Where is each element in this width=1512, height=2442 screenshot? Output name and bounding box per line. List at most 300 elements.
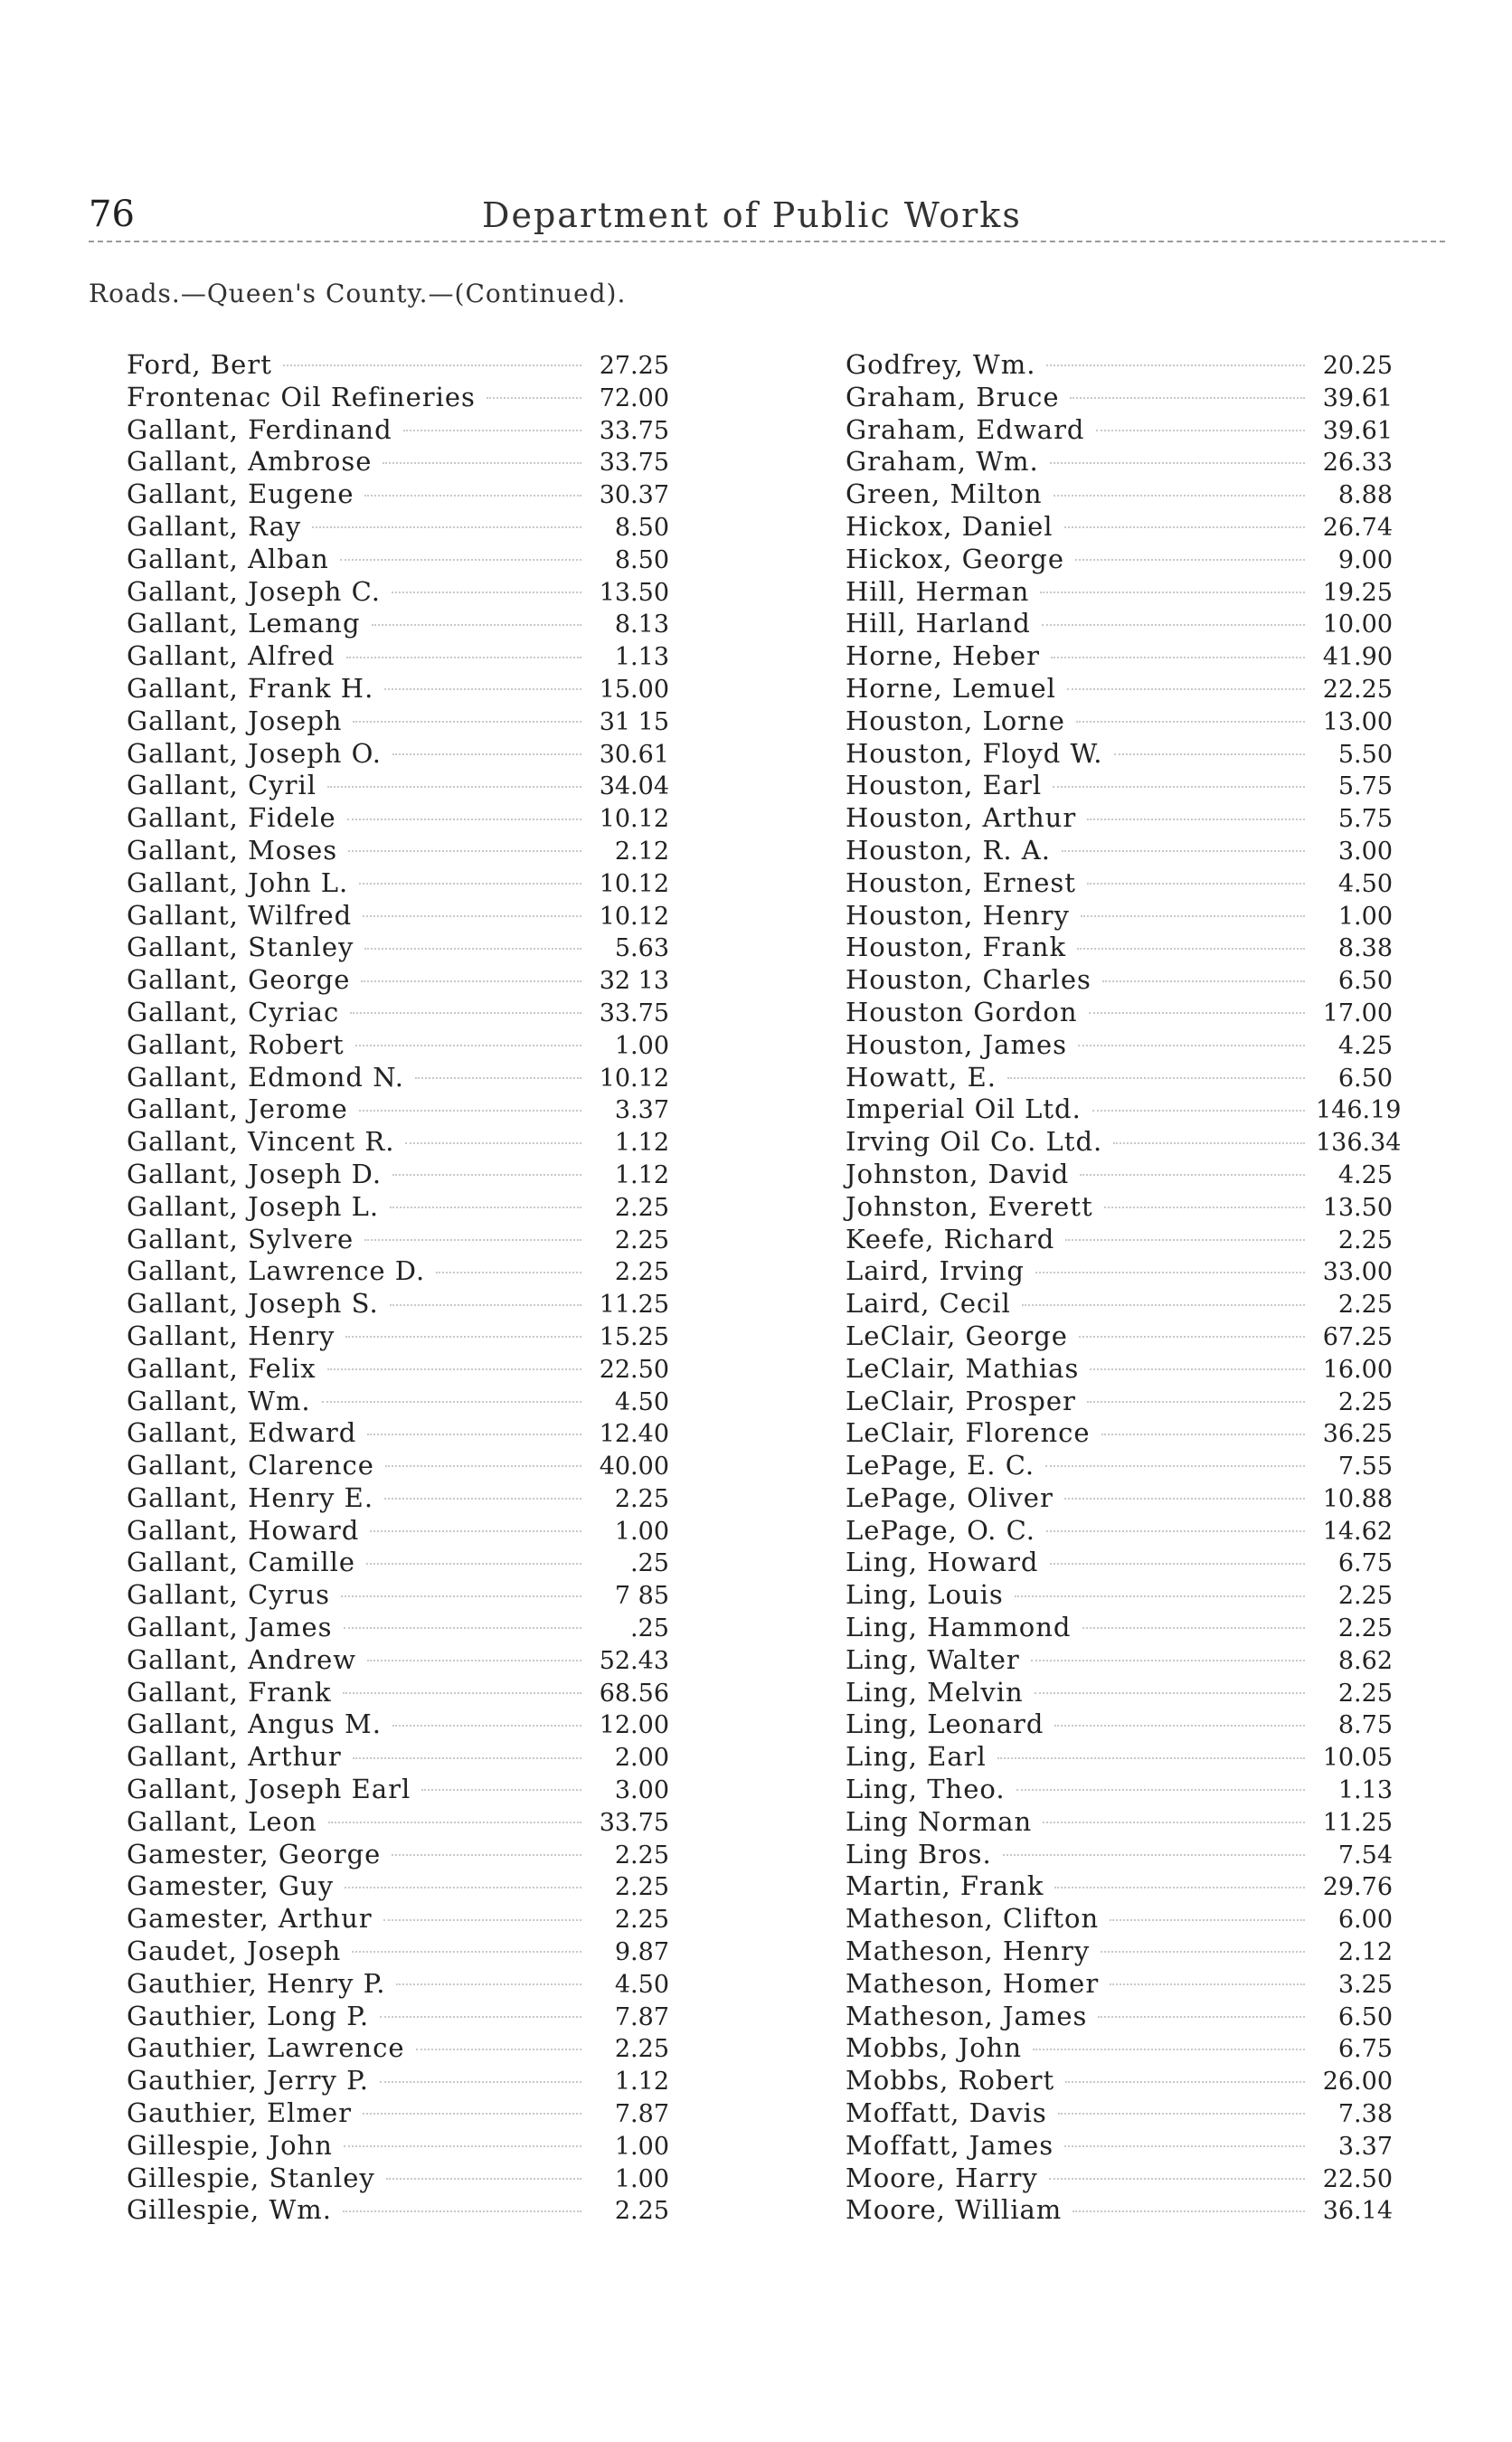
list-item — [127, 2163, 669, 2195]
list-item — [846, 1288, 1393, 1320]
dot-leader — [1114, 752, 1305, 755]
dot-leader — [1058, 2112, 1305, 2115]
payment-amount: 13.50 — [599, 578, 669, 607]
list-item — [127, 867, 669, 900]
list-item — [127, 1774, 669, 1806]
payment-amount: 12.00 — [599, 1711, 669, 1740]
list-item — [127, 900, 669, 932]
payment-amount: 12.40 — [599, 1420, 669, 1449]
payee-name: Gallant, Cyril — [127, 770, 317, 801]
list-item — [846, 1677, 1393, 1709]
payee-name: Gallant, Alfred — [127, 640, 335, 672]
dot-leader — [347, 818, 581, 820]
list-item — [846, 1191, 1393, 1224]
list-item — [127, 446, 669, 478]
dot-leader — [1065, 2080, 1305, 2083]
payment-amount: 36.25 — [1322, 1420, 1393, 1449]
list-item — [127, 1579, 669, 1612]
dot-leader — [392, 1724, 581, 1727]
payment-amount: 27.25 — [599, 352, 669, 380]
payee-name: LePage, Oliver — [846, 1481, 1054, 1513]
payee-name: LeClair, Florence — [846, 1417, 1091, 1449]
dot-leader — [1089, 1011, 1305, 1014]
payment-amount: 52.43 — [599, 1646, 669, 1675]
payee-name: Houston, James — [846, 1028, 1067, 1060]
payment-amount: 22.50 — [599, 1355, 669, 1384]
page-header — [89, 188, 1445, 242]
dot-leader — [322, 1400, 581, 1403]
payment-amount: 33.00 — [1322, 1258, 1393, 1287]
payment-amount: 34.04 — [599, 772, 669, 801]
payee-name: Gallant, Andrew — [127, 1643, 357, 1675]
payee-name: Gallant, Robert — [127, 1028, 345, 1060]
list-item — [846, 2097, 1393, 2130]
dot-leader — [1016, 1788, 1305, 1791]
payee-name: Houston, Ernest — [846, 866, 1076, 898]
payee-name: Gillespie, John — [127, 2129, 333, 2161]
list-item — [846, 1417, 1393, 1450]
payee-name: Houston, Lorne — [846, 705, 1065, 736]
list-item — [846, 544, 1393, 576]
payment-amount: 33.75 — [599, 416, 669, 445]
dot-leader — [1035, 1691, 1305, 1694]
payee-name: Godfrey, Wm. — [846, 349, 1036, 380]
list-item — [846, 867, 1393, 900]
list-item — [846, 2130, 1393, 2163]
payment-amount: 3.25 — [1337, 1970, 1393, 1999]
list-item — [846, 1708, 1393, 1741]
payee-name: Gallant, Henry — [127, 1320, 335, 1351]
list-item — [127, 1224, 669, 1256]
list-item — [127, 1062, 669, 1094]
payment-amount: 10.05 — [1322, 1744, 1393, 1773]
dot-leader — [1064, 525, 1305, 528]
payee-name: Matheson, Henry — [846, 1936, 1091, 1967]
dot-leader — [1078, 1044, 1305, 1046]
payment-amount: 1.12 — [614, 1160, 669, 1189]
payee-name: Ling, Earl — [846, 1741, 987, 1773]
payment-amount: 1.12 — [614, 1129, 669, 1158]
list-item — [846, 997, 1393, 1029]
dot-leader — [327, 1368, 581, 1370]
list-item — [846, 835, 1393, 867]
payee-name: Gauthier, Lawrence — [127, 2032, 405, 2064]
dot-leader — [1073, 2210, 1305, 2212]
dot-leader — [1054, 1724, 1305, 1727]
list-item — [127, 1903, 669, 1936]
payment-amount: 3.00 — [1337, 837, 1393, 866]
list-item — [846, 1968, 1393, 2001]
payee-name: Gallant, Stanley — [127, 932, 354, 963]
list-item — [846, 1093, 1402, 1126]
payment-amount: 2.25 — [1337, 1387, 1393, 1416]
list-item — [127, 576, 669, 609]
payee-name: Moffatt, Davis — [846, 2097, 1047, 2129]
dot-leader — [1053, 785, 1305, 788]
payment-amount: 1.00 — [614, 1031, 669, 1060]
payment-amount: 32 13 — [599, 967, 669, 996]
payment-amount: 14.62 — [1322, 1517, 1393, 1546]
payee-name: Keefe, Richard — [846, 1223, 1055, 1254]
payment-amount: 1.00 — [614, 1517, 669, 1546]
payment-amount: 19.25 — [1322, 578, 1393, 607]
list-item — [846, 2194, 1393, 2227]
dot-leader — [1104, 1206, 1305, 1208]
payee-name: Gamester, Guy — [127, 1870, 335, 1902]
payee-name: Gauthier, Henry P. — [127, 1967, 386, 1999]
payee-name: Gauthier, Jerry P. — [127, 2065, 369, 2097]
dot-leader — [1082, 1626, 1306, 1629]
payment-amount: 9.87 — [614, 1938, 669, 1967]
payee-name: Gallant, Alban — [127, 543, 329, 574]
list-item — [127, 1547, 669, 1579]
list-item — [846, 1159, 1393, 1191]
payee-name: Gallant, James — [127, 1612, 333, 1643]
dot-leader — [1051, 656, 1305, 658]
payment-amount: 1.00 — [614, 2164, 669, 2193]
payment-amount: 31 15 — [599, 707, 669, 736]
payment-amount: 39.61 — [1322, 383, 1393, 412]
right-column — [846, 349, 1402, 2227]
dot-leader — [1015, 1595, 1305, 1597]
payee-name: Hill, Harland — [846, 608, 1031, 639]
list-item — [127, 2001, 669, 2033]
payee-name: Gallant, Joseph Earl — [127, 1774, 411, 1805]
payee-name: LePage, E. C. — [846, 1450, 1035, 1481]
payment-amount: 2.25 — [614, 1258, 669, 1287]
payee-name: Houston, Earl — [846, 770, 1043, 801]
list-item — [846, 1515, 1393, 1548]
payment-amount: 11.25 — [1322, 1808, 1393, 1837]
dot-leader — [487, 396, 581, 399]
list-item — [127, 2065, 669, 2097]
dot-leader — [1042, 623, 1305, 626]
payment-amount: 15.00 — [599, 675, 669, 704]
payment-amount: 7.54 — [1337, 1841, 1393, 1869]
list-item — [127, 1870, 669, 1903]
dot-leader — [345, 1335, 581, 1338]
payee-name: Howatt, E. — [846, 1061, 997, 1093]
dot-leader — [1003, 1853, 1305, 1856]
payment-amount: 10.12 — [599, 805, 669, 834]
dot-leader — [1075, 558, 1305, 561]
payment-amount: 3.37 — [614, 1096, 669, 1125]
payee-name: Gallant, Edmond N. — [127, 1061, 404, 1093]
dot-leader — [384, 687, 581, 690]
dot-leader — [1054, 494, 1305, 497]
payee-name: Matheson, James — [846, 2000, 1088, 2031]
payment-amount: 8.88 — [1337, 481, 1393, 510]
payee-name: Ling Bros. — [846, 1838, 992, 1869]
list-item — [846, 1839, 1393, 1871]
dot-leader — [1045, 1464, 1305, 1467]
list-item — [127, 738, 669, 771]
list-item — [846, 1644, 1393, 1677]
payee-name: Ling, Theo. — [846, 1774, 1006, 1805]
payee-name: Gallant, Joseph L. — [127, 1190, 380, 1222]
payment-amount: 3.00 — [614, 1776, 669, 1805]
dot-leader — [367, 1433, 581, 1435]
payee-name: Green, Milton — [846, 478, 1043, 510]
payee-name: LeClair, George — [846, 1320, 1068, 1351]
payment-amount: 3.37 — [1337, 2132, 1393, 2161]
list-item — [127, 1288, 669, 1320]
payee-name: Horne, Heber — [846, 640, 1040, 672]
payee-name: Frontenac Oil Refineries — [127, 381, 476, 412]
payee-name: Gallant, Frank — [127, 1676, 332, 1708]
payee-name: LeClair, Mathias — [846, 1352, 1080, 1384]
payment-amount: 33.75 — [599, 999, 669, 1027]
dot-leader — [392, 1173, 581, 1176]
page-title: Department of Public Works — [482, 195, 1022, 235]
payee-name: Houston, R. A. — [846, 834, 1051, 866]
payee-name: Gallant, Cyrus — [127, 1579, 331, 1611]
payment-amount: 2.12 — [1337, 1938, 1393, 1967]
payment-amount: 2.25 — [614, 1193, 669, 1222]
list-item — [127, 1482, 669, 1515]
payee-name: Ford, Bert — [127, 349, 272, 380]
payment-amount: 8.62 — [1337, 1646, 1393, 1675]
payment-amount: 2.25 — [614, 1226, 669, 1254]
payment-amount: 136.34 — [1316, 1129, 1402, 1158]
dot-leader — [421, 1788, 581, 1791]
list-item — [846, 1029, 1393, 1062]
payment-amount: 1.13 — [1337, 1776, 1393, 1805]
dot-leader — [392, 591, 581, 593]
payment-amount: 5.50 — [1337, 740, 1393, 769]
payment-amount: 8.38 — [1337, 934, 1393, 963]
list-item — [846, 2001, 1393, 2033]
list-item — [127, 1644, 669, 1677]
payee-name: Hickox, George — [846, 543, 1065, 574]
payee-name: Horne, Lemuel — [846, 672, 1056, 704]
payment-amount: 39.61 — [1322, 416, 1393, 445]
list-item — [127, 2194, 669, 2227]
payee-name: Laird, Cecil — [846, 1288, 1011, 1320]
payee-name: Gallant, Felix — [127, 1352, 317, 1384]
dot-leader — [1046, 364, 1305, 366]
list-item — [846, 2065, 1393, 2097]
payee-name: Houston, Arthur — [846, 802, 1077, 834]
payment-amount: 17.00 — [1322, 999, 1393, 1027]
dot-leader — [312, 525, 581, 528]
dot-leader — [390, 1303, 581, 1306]
payee-name: Gallant, Henry E. — [127, 1481, 374, 1513]
payment-amount: 4.50 — [614, 1387, 669, 1416]
list-item — [846, 1741, 1393, 1774]
dot-leader — [1040, 591, 1305, 593]
payment-amount: .25 — [630, 1549, 669, 1578]
list-item — [127, 835, 669, 867]
dot-leader — [343, 1691, 581, 1694]
list-item — [846, 1224, 1393, 1256]
list-item — [846, 2032, 1393, 2065]
payee-name: Gallant, Eugene — [127, 478, 354, 510]
payment-amount: 2.25 — [614, 1906, 669, 1935]
payment-amount: 5.75 — [1337, 772, 1393, 801]
payment-amount: 10.12 — [599, 1064, 669, 1093]
dot-leader — [385, 1464, 581, 1467]
list-item — [127, 802, 669, 835]
payee-name: Gallant, Wilfred — [127, 899, 353, 931]
list-item — [846, 640, 1393, 673]
list-item — [846, 446, 1393, 478]
dot-leader — [1022, 1303, 1305, 1306]
payment-amount: 10.88 — [1322, 1484, 1393, 1513]
dot-leader — [353, 720, 581, 723]
dot-leader — [372, 623, 581, 626]
dot-leader — [392, 1853, 581, 1856]
payment-amount: 8.75 — [1337, 1711, 1393, 1740]
payee-name: Gallant, Cyriac — [127, 996, 340, 1027]
dot-leader — [364, 947, 581, 950]
payee-name: Hill, Herman — [846, 575, 1030, 607]
payment-amount: 2.25 — [1337, 1582, 1393, 1611]
list-item — [846, 1255, 1393, 1288]
payee-name: Gallant, Moses — [127, 834, 338, 866]
dot-leader — [1079, 1335, 1305, 1338]
dot-leader — [1033, 2048, 1305, 2050]
list-item — [846, 1612, 1393, 1644]
list-item — [846, 705, 1393, 738]
dot-leader — [1076, 720, 1305, 723]
list-item — [846, 1320, 1393, 1353]
dot-leader — [1007, 1076, 1305, 1079]
dot-leader — [1113, 1141, 1305, 1144]
payee-name: Gallant, Leon — [127, 1805, 317, 1837]
payee-name: Gallant, John L. — [127, 866, 349, 898]
payment-amount: 10.00 — [1322, 610, 1393, 639]
payment-amount: 6.50 — [1337, 967, 1393, 996]
payee-name: Martin, Frank — [846, 1870, 1044, 1902]
payment-amount: 6.00 — [1337, 1906, 1393, 1935]
dot-leader — [392, 752, 581, 755]
dot-leader — [364, 1238, 581, 1241]
list-item — [127, 1806, 669, 1839]
payment-amount: 40.00 — [599, 1453, 669, 1481]
dot-leader — [345, 1886, 581, 1888]
dot-leader — [344, 2144, 581, 2147]
payee-name: Ling, Melvin — [846, 1676, 1024, 1708]
payee-name: Gillespie, Wm. — [127, 2194, 332, 2226]
payment-amount: 4.25 — [1337, 1160, 1393, 1189]
dot-leader — [1067, 687, 1305, 690]
dot-leader — [370, 1529, 581, 1532]
payment-amount: 2.00 — [614, 1744, 669, 1773]
list-item — [846, 802, 1393, 835]
list-item — [846, 349, 1393, 382]
dot-leader — [1065, 1238, 1305, 1241]
dot-leader — [997, 1756, 1305, 1759]
list-item — [846, 478, 1393, 511]
payee-name: Gallant, Jerome — [127, 1093, 348, 1125]
dot-leader — [355, 1044, 581, 1046]
list-item — [846, 576, 1393, 609]
list-item — [127, 932, 669, 964]
dot-leader — [283, 364, 581, 366]
payment-amount: 26.74 — [1322, 513, 1393, 542]
list-item — [846, 770, 1393, 802]
dot-leader — [363, 914, 581, 917]
payment-amount: 2.25 — [614, 2035, 669, 2064]
dot-leader — [1087, 1400, 1305, 1403]
dot-leader — [1098, 2015, 1305, 2018]
dot-leader — [1035, 1271, 1305, 1273]
payment-amount: 7 85 — [614, 1582, 669, 1611]
dot-leader — [383, 1918, 581, 1921]
dot-leader — [380, 2015, 581, 2018]
payment-amount: 7.87 — [614, 2100, 669, 2129]
payment-amount: 4.25 — [1337, 1031, 1393, 1060]
payment-amount: 2.25 — [614, 2197, 669, 2226]
payment-amount: 7.87 — [614, 2002, 669, 2031]
dot-leader — [386, 2177, 581, 2180]
payee-name: LeClair, Prosper — [846, 1385, 1076, 1416]
list-item — [846, 1386, 1393, 1418]
list-item — [127, 705, 669, 738]
dot-leader — [353, 1756, 581, 1759]
list-item — [127, 1093, 669, 1126]
list-item — [127, 1968, 669, 2001]
page-number: 76 — [89, 194, 135, 235]
dot-leader — [1110, 1918, 1305, 1921]
payee-name: Gallant, Vincent R. — [127, 1126, 395, 1158]
payment-amount: 2.25 — [1337, 1679, 1393, 1708]
dot-leader — [350, 1011, 581, 1014]
list-item — [846, 900, 1393, 932]
dot-leader — [328, 1821, 581, 1823]
payment-amount: 8.13 — [614, 610, 669, 639]
list-item — [127, 1417, 669, 1450]
list-item — [846, 414, 1393, 447]
payee-name: Gallant, Howard — [127, 1514, 360, 1546]
payment-amount: 1.00 — [1337, 902, 1393, 931]
payee-name: Ling, Hammond — [846, 1612, 1072, 1643]
payment-amount: .25 — [630, 1614, 669, 1643]
payment-amount: 6.75 — [1337, 1549, 1393, 1578]
payment-amount: 22.25 — [1322, 675, 1393, 704]
dot-leader — [364, 494, 581, 497]
payment-amount: 7.38 — [1337, 2100, 1393, 2129]
dot-leader — [348, 849, 581, 852]
payee-name: Gallant, Joseph O. — [127, 737, 382, 769]
dot-leader — [361, 980, 581, 982]
list-item — [846, 1870, 1393, 1903]
payment-amount: 10.12 — [599, 902, 669, 931]
list-item — [127, 382, 669, 414]
payment-amount: 2.25 — [614, 1484, 669, 1513]
payee-name: Gallant, Arthur — [127, 1741, 342, 1773]
list-item — [846, 1774, 1393, 1806]
payment-amount: 68.56 — [599, 1679, 669, 1708]
list-item — [127, 770, 669, 802]
list-item — [846, 1482, 1393, 1515]
payee-name: Gallant, Joseph C. — [127, 575, 382, 607]
payment-amount: 10.12 — [599, 869, 669, 898]
dot-leader — [1092, 1109, 1305, 1112]
payment-amount: 5.75 — [1337, 805, 1393, 834]
list-item — [127, 1936, 669, 1968]
list-item — [127, 1612, 669, 1644]
list-item — [127, 1159, 669, 1191]
payment-amount: 2.25 — [1337, 1226, 1393, 1254]
payee-name: Gallant, Ambrose — [127, 446, 373, 478]
list-item — [846, 1936, 1393, 1968]
list-item — [846, 738, 1393, 771]
dot-leader — [405, 1141, 581, 1144]
list-item — [846, 1547, 1393, 1579]
dot-leader — [1087, 882, 1305, 885]
